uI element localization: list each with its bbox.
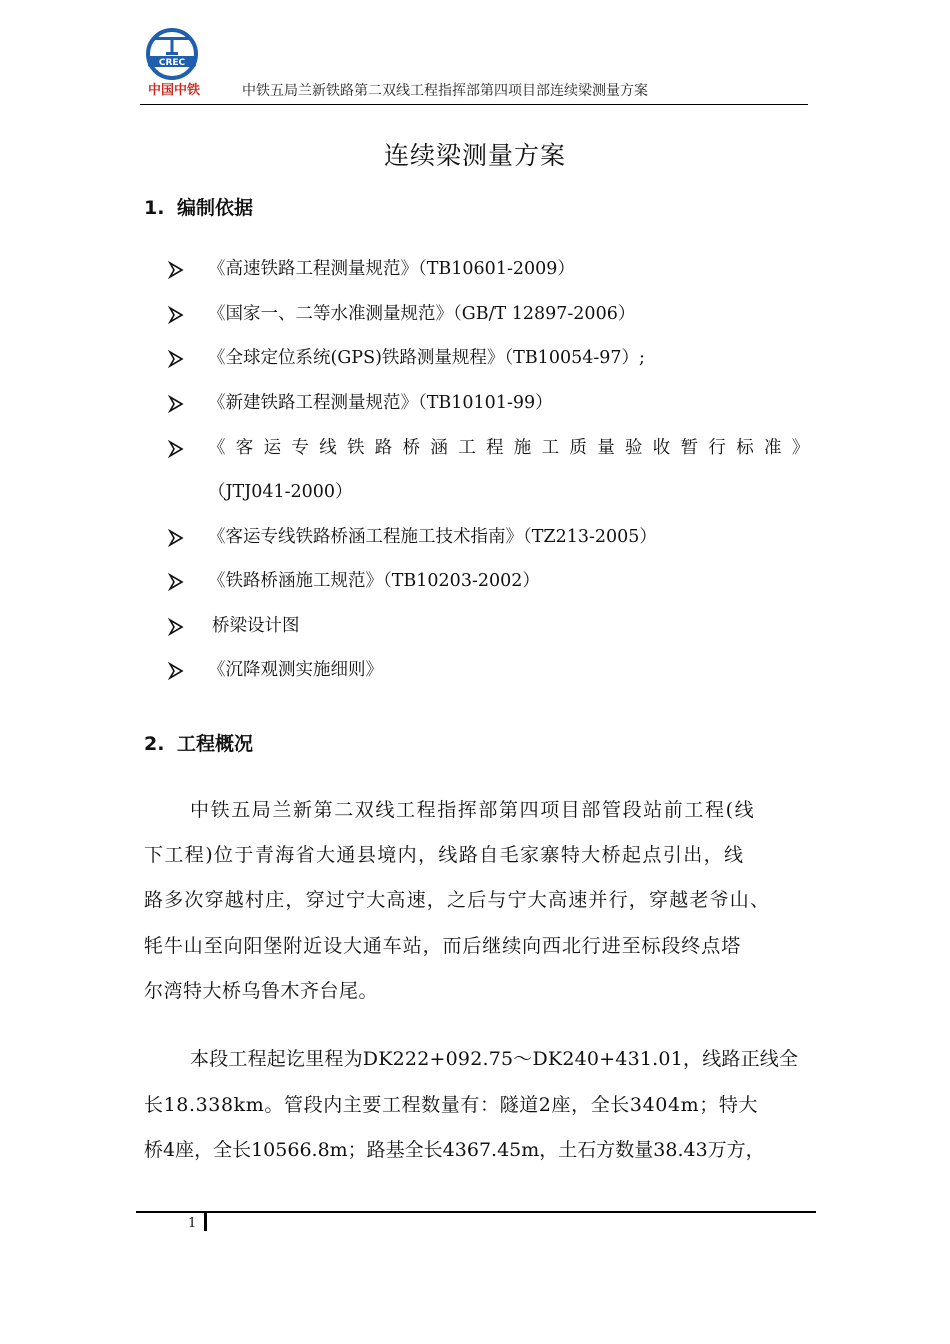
paragraph-line: 中铁五局兰新第二双线工程指挥部第四项目部管段站前工程(线	[190, 799, 756, 821]
section-1-heading	[144, 193, 253, 220]
crec-logo-icon	[140, 28, 208, 100]
arrow-bullet-icon	[168, 440, 184, 458]
list-item-text: 《全球定位系统(GPS)铁路测量规程》（TB10054-97）;	[208, 348, 645, 368]
list-item-text: 《客运专线铁路桥涵工程施工质量验收暂行标准》	[208, 438, 820, 458]
paragraph-line: 下工程)位于青海省大通县境内，线路自毛家寨特大桥起点引出，线	[144, 844, 745, 866]
list-item-continuation	[208, 484, 353, 502]
paragraph-line: 本段工程起讫里程为DK222+092.75～DK240+431.01，线路正线全	[190, 1048, 799, 1070]
footer-marker	[204, 1213, 207, 1231]
arrow-bullet-icon	[168, 662, 184, 680]
running-header-title: 中铁五局兰新铁路第二双线工程指挥部第四项目部连续梁测量方案	[242, 83, 648, 99]
paragraph-line: 尔湾特大桥乌鲁木齐台尾。	[144, 980, 379, 1002]
arrow-bullet-icon	[168, 350, 184, 368]
page-number: 1	[188, 1216, 197, 1231]
section-2-number: 2.	[144, 733, 165, 755]
section-1-title: 编制依据	[177, 197, 254, 219]
footer-divider	[136, 1211, 816, 1213]
list-item-text: 《客运专线铁路桥涵工程施工技术指南》（TZ213-2005）	[208, 527, 657, 547]
document-title: 连续梁测量方案	[383, 141, 566, 170]
svg-text:CREC: CREC	[158, 58, 186, 68]
svg-text:中国中铁: 中国中铁	[147, 83, 201, 98]
company-logo	[140, 28, 208, 100]
paragraph-line: 长18.338km。管段内主要工程数量有：隧道2座，全长3404m；特大	[144, 1094, 759, 1116]
list-item-text: 《铁路桥涵施工规范》（TB10203-2002）	[208, 571, 540, 591]
list-item-text: 《沉降观测实施细则》	[208, 660, 383, 680]
section-2-title: 工程概况	[177, 733, 254, 755]
arrow-bullet-icon	[168, 529, 184, 547]
paragraph-line: 路多次穿越村庄，穿过宁大高速，之后与宁大高速并行，穿越老爷山、	[144, 889, 771, 911]
list-item-text: 桥梁设计图	[212, 616, 300, 636]
paragraph-line: 牦牛山至向阳堡附近设大通车站，而后继续向西北行进至标段终点塔	[144, 935, 742, 957]
list-item-text: 《高速铁路工程测量规范》（TB10601-2009）	[208, 259, 575, 279]
list-item-text: 《新建铁路工程测量规范》（TB10101-99）	[208, 393, 553, 413]
header-divider	[140, 104, 808, 105]
arrow-bullet-icon	[168, 573, 184, 591]
arrow-bullet-icon	[168, 261, 184, 279]
arrow-bullet-icon	[168, 618, 184, 636]
list-item-text: 《国家一、二等水准测量规范》（GB/T 12897-2006）	[208, 304, 636, 324]
arrow-bullet-icon	[168, 395, 184, 413]
paragraph-line: 桥4座，全长10566.8m；路基全长4367.45m，土石方数量38.43万方，	[144, 1139, 765, 1161]
arrow-bullet-icon	[168, 306, 184, 324]
section-1-number: 1.	[144, 197, 165, 219]
list-item-text: （JTJ041-2000）	[208, 482, 353, 502]
section-2-heading	[144, 729, 253, 756]
